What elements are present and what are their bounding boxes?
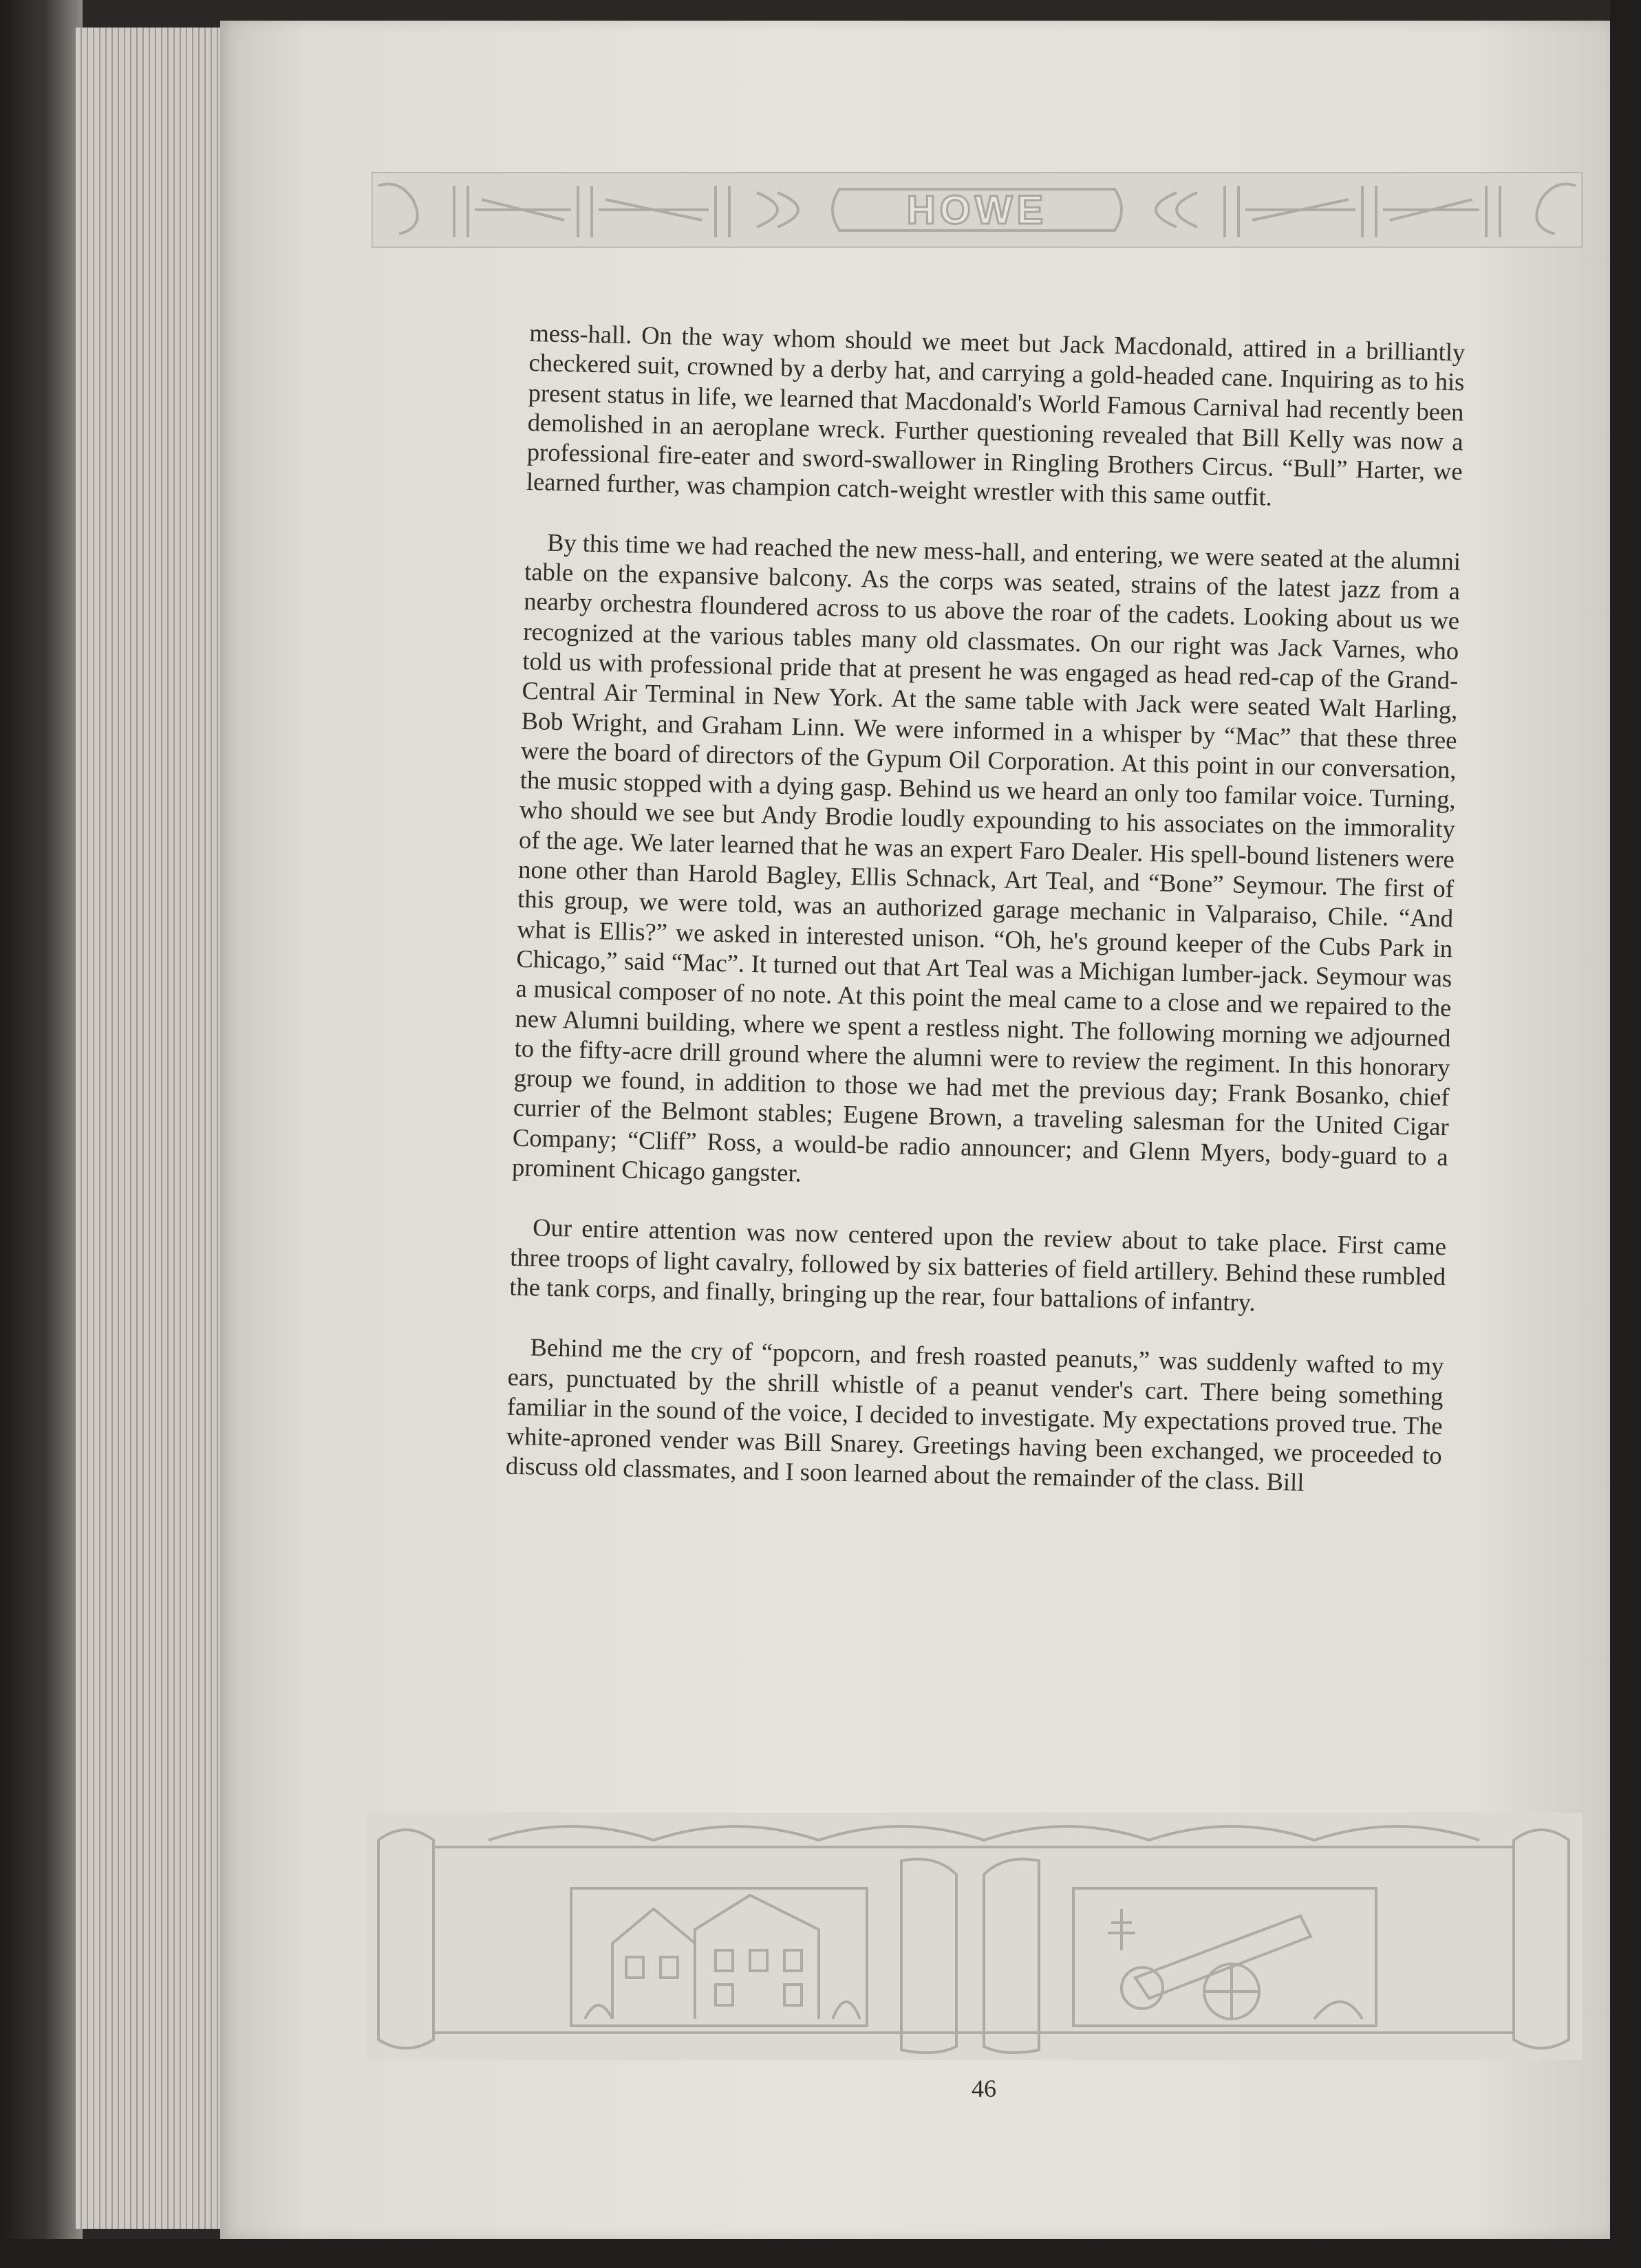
right-border xyxy=(1610,0,1641,2268)
paragraph-3: Our entire attention was now centered upon the review about to take place. First came three troops of light cavalry, followed by six batteries of field artillery. Behind these rumbled the tank corps, and finally, bringing up the rear, four battalions of infantry. xyxy=(509,1213,1447,1317)
page-number: 46 xyxy=(972,2075,996,2102)
header-banner xyxy=(372,172,1583,248)
book-binding xyxy=(0,0,83,2268)
header-title: HOWE xyxy=(906,187,1048,233)
footer-illustration xyxy=(365,1813,1583,2060)
bottom-border xyxy=(0,2239,1641,2268)
paragraph-1: mess-hall. On the way whom should we meet but Jack Macdonald, attired in a brilliantly checkered suit, crowned by a derby hat, and carrying a gold-headed cane. Inquiring as to his present status in life, we learned that Macdonald's World Famous Carnival had recently been demolished in an aeroplane wreck. Further questioning revealed that Bill Kelly was now a professional fire-eater and sword-swallower in Ringling Brothers Circus. “Bull” Harter, we learned further, was champion catch-weight wrestler with this same outfit. xyxy=(526,318,1466,512)
footer-ornament xyxy=(365,1813,1583,2060)
paragraph-4: Behind me the cry of “popcorn, and fresh roasted peanuts,” was suddenly wafted to my ears, punctuated by the shrill whistle of a peanut vender's cart. There being something familiar in the sound of the voice, I decided to investigate. My expectations proved true. The white-aproned vender was Bill Snarey. Greetings having been exchanged, we proceeded to discuss old classmates, and I soon learned about the remainder of the class. Bill xyxy=(505,1332,1444,1497)
paragraph-2: By this time we had reached the new mess-hall, and entering, we were seated at the alumni table on the expansive balcony. As the corps was seated, strains of the latest jazz from a nearby orchestra floundered across to us above the roar of the cadets. Looking about us we recognized at the various tables many old classmates. On our right was Jack Varnes, who told us with professional pride that at present he was engaged as head red-cap of the Grand-Central Air Terminal in New York. At the same table with Jack were seated Walt Harling, Bob Wright, and Graham Linn. We were informed in a whisper by “Mac” that these three were the board of directors of the Gypum Oil Corporation. At this point in our conversation, the music stopped with a dying gasp. Behind us we heard an only too familar voice. Turning, who should we see but Andy Brodie loudly expounding to his associates on the immorality of the age. We later learned that he was an expert Faro Dealer. His spell-bound listeners were none other than Harold Bagley, Ellis Schnack, Art Teal, and “Bone” Seymour. The first of this group, we were told, was an authorized garage mechanic in Valparaiso, Chile. “And what is Ellis?” we asked in interested unison. “Oh, he's ground keeper of the Cubs Park in Chicago,” said “Mac”. It turned out that Art Teal was a Michigan lumber-jack. Seymour was a musical composer of no note. At this point the meal came to a close and we repaired to the new Alumni building, where we spent a restless night. The following morning we adjourned to the fifty-acre drill ground where the alumni were to review the regiment. In this honorary group we found, in addition to those we had met the previous day; Frank Bosanko, chief currier of the Belmont stables; Eugene Brown, a traveling salesman for the United Cigar Company; “Cliff” Ross, a would-be radio announcer; and Glenn Myers, body-guard to a prominent Chicago gangster. xyxy=(511,528,1461,1187)
body-text xyxy=(505,318,1466,1531)
